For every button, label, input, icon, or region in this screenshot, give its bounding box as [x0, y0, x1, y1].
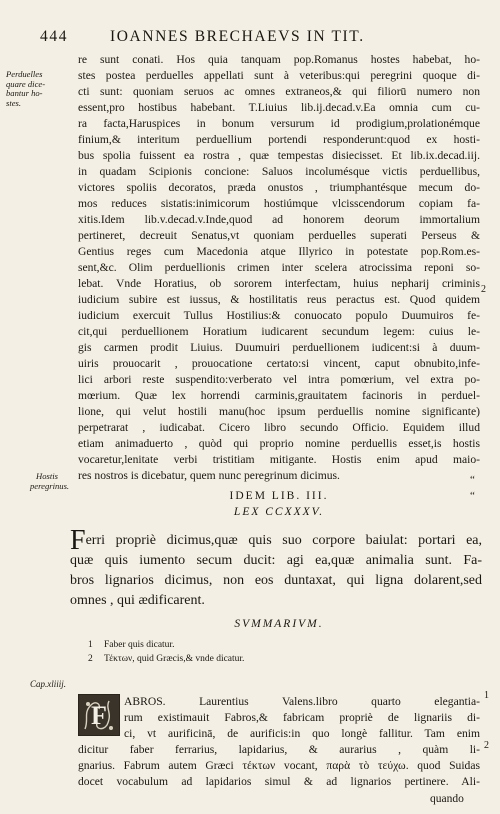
summary-item-number: 2 — [88, 654, 93, 664]
summary-item-text: Faber quis dicatur. — [104, 640, 175, 650]
lex-heading: LEX CCXXXV. — [233, 506, 325, 518]
running-title: IOANNES BRECHAEVS IN TIT. — [110, 28, 365, 45]
body-text-line: lici arbori reste suspendito:verberato vel intra pomœrium, vel extra po- — [78, 373, 480, 386]
body-text-line: mos reduces sistatis:inimicorum hostiúmque vlcisscendorum copiam fa- — [78, 197, 480, 210]
body-text-line: pertineret, decreuit Senatus,vt quoniam perduelles superati Perseus & — [78, 229, 480, 242]
catchword: quando — [430, 793, 464, 805]
ornament-icon — [79, 695, 119, 735]
body-text-line: ra facta,Haruspices in bonum versurum id prodigium,prolationémque — [78, 117, 480, 130]
body-text-line: docet vocabulum ad lapidarios simul & ad lignarios pertinere. Ali- — [78, 775, 480, 788]
body-text-line: sent,&c. Olim perduellionis crimen inter scelera atrocissima reponi so- — [78, 261, 480, 274]
body-text-line: re sunt conati. Hos quia tanquam pop.Romanus hostes habebat, ho- — [78, 53, 480, 66]
body-text-line: cit,qui perduellionem Horatium iudicarent secundum legem: cuius le- — [78, 325, 480, 338]
section-title: IDEM LIB. III. — [229, 490, 329, 502]
lex-text-line: bros lignarios dicimus, non eos duntaxat, qui ligna dolarent,sed — [70, 573, 482, 588]
page-number: 444 — [40, 28, 69, 45]
body-text-line: mœrium. Quæ lex horrendi carminis,grauitatem facinoris in perduel- — [78, 389, 480, 402]
body-text-line: victores spoliis decoratos, præda onustos , triumphantésque mecum do- — [78, 181, 480, 194]
margin-number: 2 — [481, 284, 486, 295]
body-text-line: etiam animaduerto , quòd qui proprio nomine perduellis esset,is hostis — [78, 437, 480, 450]
body-text-line: uiris prouocarit , prouocatione certato:si vincent, caput obnubito,infe- — [78, 357, 480, 370]
body-text-line: finium,& interitum perduellium portendi responderunt:quod ex hosti- — [78, 133, 480, 146]
drop-cap-letter: F — [91, 701, 107, 730]
body-text-line: res nostros is dicebatur, quem nunc peregrinum dicimus. — [78, 469, 340, 482]
page-header — [40, 28, 480, 48]
body-text-line: stes postea perduelles appellati sunt à veteribus:qui peregrini quoque di- — [78, 69, 480, 82]
lex-initial: F — [70, 525, 86, 556]
body-text-line: ci, vt aurificinā, de aurificis:in quo longè fallitur. Tam enim — [124, 727, 480, 740]
body-text-line: in quadam Scipionis concione: Saluos incolumésque victis perduellibus, — [78, 165, 480, 178]
margin-note-line: bantur ho- — [6, 88, 43, 98]
margin-note-perduelles — [6, 70, 45, 108]
summary-item-text: Τέκτων, quid Græcis,& vnde dicatur. — [104, 654, 245, 664]
body-text-line: gnarius. Fabrum autem Græci τέκτων vocant, παρὰ τὸ τεύχω. quod Suidas — [78, 759, 480, 772]
body-text-line: lione, qui velut hostili manu(hoc ipsum perduellis nomine significante) — [78, 405, 480, 418]
body-text-line: gis carmen prodit Liuius. Duumuiri perduellionem iudicent:si à duum- — [78, 341, 480, 354]
quote-mark: “ — [470, 474, 475, 486]
margin-note-line: peregrinus. — [30, 480, 70, 491]
body-text-line: vocaretur,lenitate verbi tristitiam mitigante. Hostis enim apud maio- — [78, 453, 480, 466]
body-text-line: ABROS. Laurentius Valens.libro quarto elegantia- — [124, 695, 480, 708]
margin-note-hostis — [30, 472, 69, 491]
body-text-line: cti sunt: quoniam seruos ac omnes extraneos,& qui filiorū numero non — [78, 85, 480, 98]
summary-item-number: 1 — [88, 640, 93, 650]
summary-item — [88, 640, 174, 650]
lex-text-line: quæ quis iumento secum ducit: agi ea,quæ animalia sunt. Fa- — [70, 553, 482, 568]
summary-item — [88, 654, 244, 664]
margin-number: 2 — [484, 740, 489, 751]
body-text-line: essent,pro hostibus habebant. T.Liuius lib.ij.decad.v.Ea omnia cum cu- — [78, 101, 480, 114]
body-text-line: Gentius reges cum Macedonia atque Illyrico in potestate pop.Rom.es- — [78, 245, 480, 258]
body-text-line: perpetrarat , iudicabat. Cicero libro secundo Officio. Equidem illud — [78, 421, 480, 434]
body-text-line: xitis.Idem lib.v.decad.v.Inde,quod ad honorem deorum immortalium — [78, 213, 480, 226]
body-text-line: iudicium subire est iussus, & hostilitatis reus peractus est. Quod quidem — [78, 293, 480, 306]
margin-note-line: stes. — [6, 97, 22, 108]
margin-note-line: Perduelles — [6, 69, 43, 79]
body-text-line: lebat. Vnde Horatius, ob sororem interfectam, huius nepharij criminis — [78, 277, 480, 290]
body-text-line: iudicium exercuit Tullus Hostilius:& conuocato populo Duumuiros fe- — [78, 309, 480, 322]
margin-note-line: Hostis — [36, 471, 58, 481]
body-text-line: rum existimauit Fabros,& fabricam propriè de lignariis di- — [124, 711, 480, 724]
summary-title: SVMMARIVM. — [234, 618, 324, 630]
lex-text-line: omnes , qui ædificarent. — [70, 593, 205, 608]
body-text-line: dicitur faber ferrarius, lapidarius, & aurarius , quàm li- — [78, 743, 480, 756]
lex-text-line — [70, 525, 482, 556]
margin-note-line: quare dice- — [6, 78, 46, 89]
margin-number: 1 — [484, 690, 489, 701]
quote-mark: “ — [470, 490, 475, 502]
ornamental-initial — [78, 694, 120, 736]
body-text-line: bus spolia fuissent ea rostra , quæ tempestas disiecisset. Et lib.ix.decad.iij. — [78, 149, 480, 162]
margin-note-chapter: Cap.xliiij. — [30, 679, 66, 689]
lex-text: erri propriè dicimus,quæ quis suo corpore baiulat: portari ea, — [85, 533, 482, 548]
